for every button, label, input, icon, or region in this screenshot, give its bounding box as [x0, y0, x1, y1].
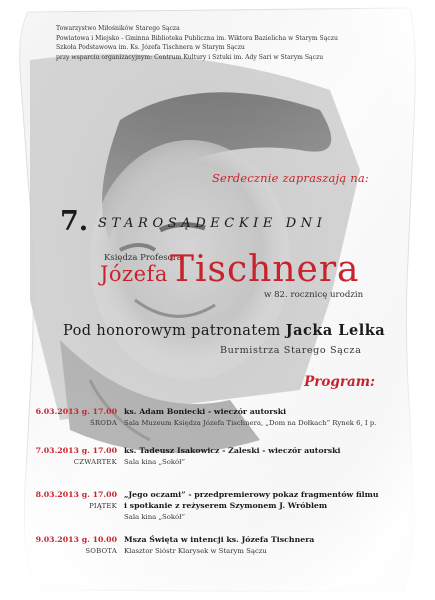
- organizer-line: Towarzystwo Miłośników Starego Sącza: [56, 25, 180, 32]
- event-day: ŚRODA: [89, 419, 117, 427]
- organizer-line: przy wsparciu organizacyjnym: Centrum Kultury i Sztuki im. Ady Sari w Starym Sączu: [56, 53, 324, 61]
- organizers-header: [56, 24, 338, 62]
- edition-number: 7.: [60, 206, 89, 237]
- event-place: Sala Muzeum Księdza Józefa Tischnera, „Dom na Dołkach” Rynek 6, I p.: [124, 419, 377, 427]
- event-date: 9.03.2013 g. 10.00: [35, 535, 117, 544]
- event-series-title: STAROSĄDECKIE DNI: [98, 216, 327, 231]
- program-heading: Program:: [304, 374, 375, 390]
- event-date: 7.03.2013 g. 17.00: [35, 446, 117, 455]
- event-day: SOBOTA: [85, 547, 117, 555]
- event-date: 6.03.2013 g. 17.00: [35, 407, 117, 416]
- organizer-line: Powiatowa i Miejsko - Gminna Biblioteka Publiczna im. Wiktora Bazielicha w Starym Sączu: [56, 34, 338, 42]
- event-place: Sala kina „Sokół”: [124, 458, 185, 466]
- event-title: ks. Tadeusz Isakowicz - Zaleski - wieczór autorski: [124, 446, 341, 455]
- event-title-line-1: „Jego oczami” - przedpremierowy pokaz fragmentów filmu: [124, 490, 379, 499]
- patronage-line: [63, 322, 385, 339]
- first-name: Józefa: [100, 262, 168, 286]
- title-prefix: Księdza Profesora: [104, 253, 182, 263]
- organizer-line: Szkoła Podstawowa im. Ks. Józefa Tischnera w Starym Sączu: [56, 44, 245, 52]
- surname: Tischnera: [170, 249, 360, 290]
- event-place: Klasztor Sióstr Klarysek w Starym Sączu: [124, 547, 267, 555]
- event-title: ks. Adam Boniecki - wieczór autorski: [124, 407, 287, 416]
- event-date: 8.03.2013 g. 17.00: [35, 490, 117, 499]
- patron-role: Burmistrza Starego Sącza: [220, 345, 362, 356]
- event-title: Msza Święta w intencji ks. Józefa Tischnera: [124, 535, 315, 544]
- event-day: CZWARTEK: [73, 458, 117, 466]
- event-title-line-2: i spotkanie z reżyserem Szymonem J. Wróblem: [124, 501, 328, 510]
- anniversary-note: w 82. rocznicę urodzin: [264, 290, 364, 300]
- patron-name: Jacka Lelka: [285, 322, 386, 339]
- event-day: PIĄTEK: [89, 502, 117, 510]
- patronage-prefix: Pod honorowym patronatem: [63, 323, 281, 339]
- event-place: Sala kina „Sokół”: [124, 513, 185, 521]
- invitation-line: Serdecznie zapraszają na:: [211, 171, 369, 185]
